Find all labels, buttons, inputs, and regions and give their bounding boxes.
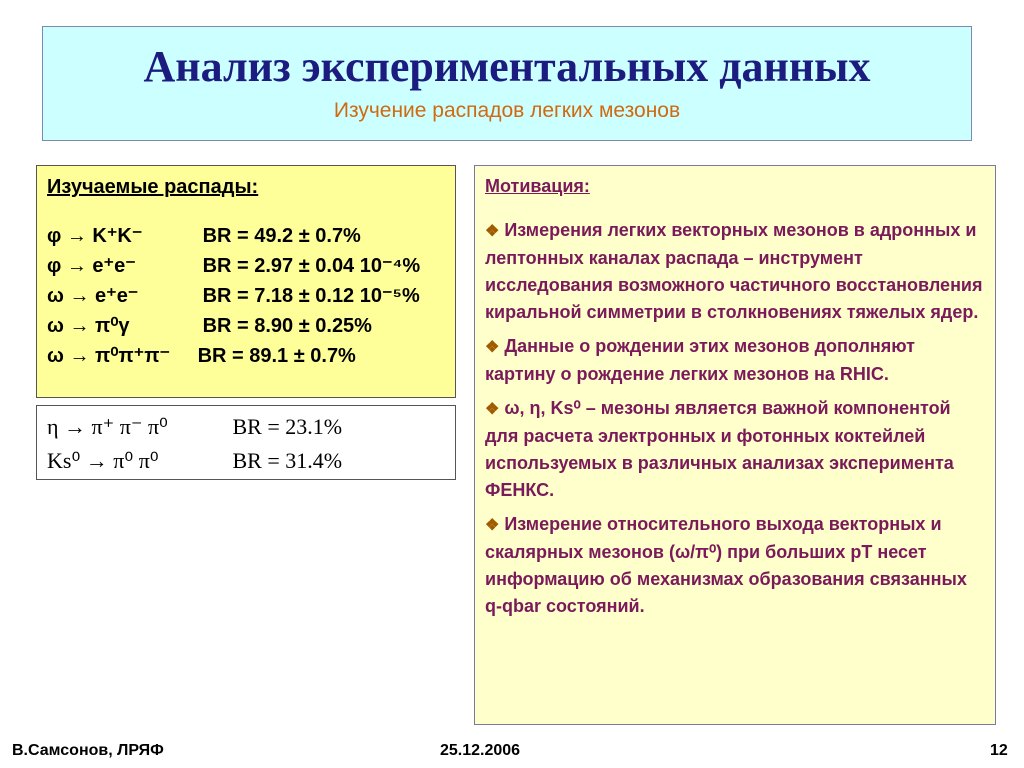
motivation-heading: Мотивация:: [485, 176, 590, 196]
motivation-bullet: ❖ ω, η, Ks⁰ – мезоны является важной компонентой для расчета электронных и фотонных коктейлей используемых в различных анализах эксперимента ФЕНКС.: [485, 398, 954, 500]
diamond-bullet-icon: ❖: [485, 223, 500, 240]
decay-process: Ks⁰ → π⁰ π⁰: [47, 448, 159, 473]
extra-decay-row: [47, 410, 455, 444]
motivation-bullet: ❖ Данные о рождении этих мезонов дополняют картину о рождение легких мезонов на RHIC.: [485, 336, 915, 384]
motivation-panel: [474, 165, 996, 725]
extra-decays-panel: [36, 405, 456, 480]
diamond-bullet-icon: ❖: [485, 339, 500, 356]
decay-br: BR = 89.1 ± 0.7%: [197, 345, 356, 367]
slide-subtitle: Изучение распадов легких мезонов: [333, 99, 681, 122]
motivation-bullet: ❖ Измерение относительного выхода векторных и скалярных мезонов (ω/π⁰) при больших pT несет информацию об механизмах образования связанных q-qbar состояний.: [485, 514, 967, 616]
extra-decay-row: [47, 444, 455, 478]
decays-heading: Изучаемые распады:: [47, 176, 259, 198]
decay-process: ω → e⁺e⁻: [47, 285, 139, 307]
footer-author: В.Самсонов, ЛРЯФ: [12, 742, 164, 759]
diamond-bullet-icon: ❖: [485, 517, 500, 534]
decay-row: [47, 281, 445, 311]
decay-process: ω → π⁰γ: [47, 315, 130, 337]
motivation-bullet: ❖ Измерения легких векторных мезонов в адронных и лептонных каналах распада – инструмент исследования возможного частичного восстановления киральной симметрии в столкновениях тяжелых ядер.: [485, 220, 983, 322]
decays-panel: [36, 165, 456, 398]
decay-process: ω → π⁰π⁺π⁻: [47, 345, 171, 367]
decay-row: [47, 341, 445, 371]
slide-title: Анализ экспериментальных данных: [143, 42, 871, 91]
decay-process: η → π⁺ π⁻ π⁰: [47, 414, 168, 439]
decay-row: [47, 221, 445, 251]
diamond-bullet-icon: ❖: [485, 401, 500, 418]
decay-br: BR = 31.4%: [232, 448, 343, 473]
decay-br: BR = 2.97 ± 0.04 10⁻⁴%: [202, 255, 421, 277]
decay-br: BR = 23.1%: [232, 414, 343, 439]
title-box: [42, 26, 972, 141]
decay-process: φ → K⁺K⁻: [47, 225, 143, 247]
footer-date: 25.12.2006: [440, 742, 521, 759]
decay-row: [47, 251, 445, 281]
decay-row: [47, 311, 445, 341]
decay-br: BR = 49.2 ± 0.7%: [202, 225, 361, 247]
decay-br: BR = 7.18 ± 0.12 10⁻⁵%: [202, 285, 420, 307]
decay-process: φ → e⁺e⁻: [47, 255, 136, 277]
footer-page-number: 12: [990, 742, 1008, 759]
decay-br: BR = 8.90 ± 0.25%: [202, 315, 372, 337]
